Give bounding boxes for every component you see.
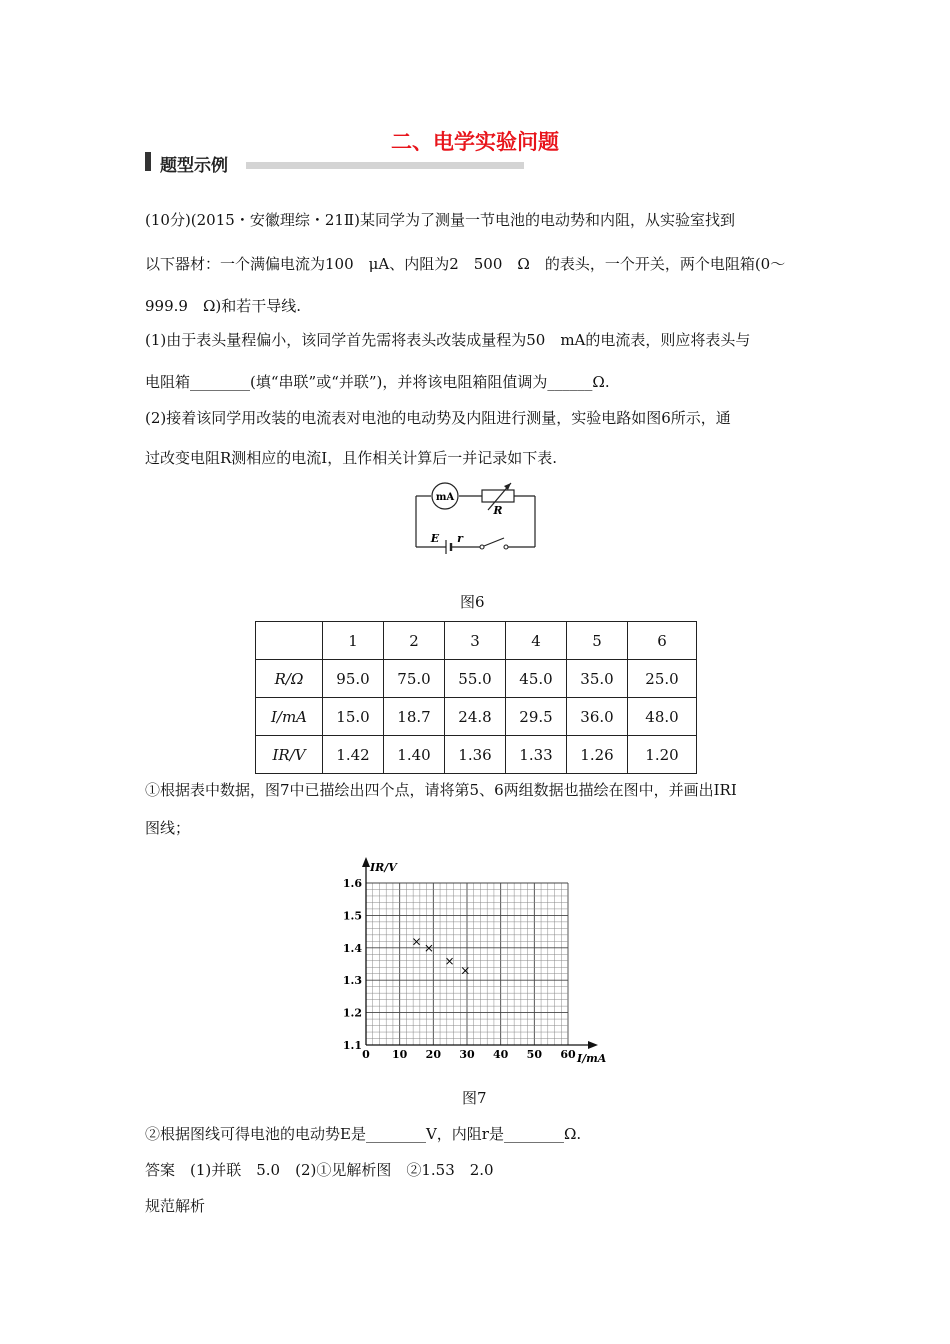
section-marker xyxy=(145,152,151,171)
table-cell: 1.40 xyxy=(384,736,445,774)
intro-line-3: 999.9 Ω)和若干导线. xyxy=(145,297,301,315)
table-cell: 15.0 xyxy=(323,698,384,736)
question-2-line-2: 过改变电阻R测相应的电流I，且作相关计算后一并记录如下表. xyxy=(145,449,557,467)
table-cell: 48.0 xyxy=(628,698,697,736)
question-2b: ②根据图线可得电池的电动势E是________V，内阻r是________Ω. xyxy=(145,1125,582,1143)
table-cell: 24.8 xyxy=(445,698,506,736)
row-label: R/Ω xyxy=(256,660,323,698)
internal-resistance-label: r xyxy=(457,532,463,545)
section-divider xyxy=(246,162,524,169)
row-label: IR/V xyxy=(256,736,323,774)
table-header-cell: 6 xyxy=(628,622,697,660)
x-axis-label: I/mA xyxy=(577,1052,607,1065)
table-cell: 75.0 xyxy=(384,660,445,698)
figure-6-caption: 图6 xyxy=(460,593,485,611)
intro-line-1: (10分)(2015・安徽理综・21Ⅱ)某同学为了测量一节电池的电动势和内阻，从实验室找到 xyxy=(145,211,735,229)
table-cell: 1.26 xyxy=(567,736,628,774)
switch-icon xyxy=(480,545,484,549)
y-tick-label: 1.2 xyxy=(342,1006,362,1020)
y-tick-label: 1.5 xyxy=(342,909,362,923)
question-2-line-1: (2)接着该同学用改装的电流表对电池的电动势及内阻进行测量，实验电路如图6所示，通 xyxy=(145,409,731,427)
y-axis-arrow-icon xyxy=(362,857,370,867)
table-cell: 55.0 xyxy=(445,660,506,698)
row-label: I/mA xyxy=(256,698,323,736)
question-1-line-2: 电阻箱________(填“串联”或“并联”)，并将该电阻箱阻值调为______Ω. xyxy=(145,373,610,391)
rheostat-icon xyxy=(482,490,514,502)
question-1-line-1: (1)由于表头量程偏小，该同学首先需将表头改装成量程为50 mA的电流表，则应将表头与 xyxy=(145,331,751,349)
y-tick-label: 1.1 xyxy=(342,1039,362,1052)
y-tick-label: 1.3 xyxy=(342,974,362,988)
data-point: × xyxy=(444,953,455,968)
table-row xyxy=(256,736,697,774)
y-axis-label: IR/V xyxy=(370,861,397,874)
table-header-cell: 4 xyxy=(506,622,567,660)
y-tick-label: 1.6 xyxy=(342,877,362,890)
table-cell: 25.0 xyxy=(628,660,697,698)
x-tick-label: 10 xyxy=(392,1048,408,1061)
data-point: × xyxy=(423,940,434,955)
table-header-cell xyxy=(256,622,323,660)
table-cell: 29.5 xyxy=(506,698,567,736)
x-tick-label: 30 xyxy=(459,1048,475,1061)
table-header-cell: 3 xyxy=(445,622,506,660)
solution-label: 规范解析 xyxy=(145,1197,206,1215)
x-axis-arrow-icon xyxy=(588,1041,598,1049)
section-label: 题型示例 xyxy=(160,156,228,176)
table-cell: 1.42 xyxy=(323,736,384,774)
table-cell: 35.0 xyxy=(567,660,628,698)
x-tick-label: 60 xyxy=(560,1048,576,1061)
y-tick-label: 1.4 xyxy=(342,941,362,955)
table-row xyxy=(256,698,697,736)
table-cell: 36.0 xyxy=(567,698,628,736)
emf-label: E xyxy=(430,532,440,545)
resistor-label: R xyxy=(493,504,503,517)
page-title: 二、电学实验问题 xyxy=(391,130,559,154)
table-cell: 1.36 xyxy=(445,736,506,774)
data-point: × xyxy=(411,934,422,949)
table-cell: 1.33 xyxy=(506,736,567,774)
table-cell: 18.7 xyxy=(384,698,445,736)
table-header-row xyxy=(256,622,697,660)
table-cell: 1.20 xyxy=(628,736,697,774)
question-2a-line-1: ①根据表中数据，图7中已描绘出四个点，请将第5、6两组数据也描绘在图中，并画出IRI xyxy=(145,781,737,799)
question-2a-line-2: 图线； xyxy=(145,819,191,837)
circuit-diagram xyxy=(400,478,550,558)
ir-i-chart xyxy=(330,850,620,1065)
x-tick-label: 40 xyxy=(493,1048,509,1061)
table-cell: 95.0 xyxy=(323,660,384,698)
ammeter-label: mA xyxy=(435,492,455,503)
data-table xyxy=(255,621,697,774)
table-header-cell: 5 xyxy=(567,622,628,660)
table-header-cell: 2 xyxy=(384,622,445,660)
x-tick-label: 0 xyxy=(362,1048,370,1061)
table-header-cell: 1 xyxy=(323,622,384,660)
table-cell: 45.0 xyxy=(506,660,567,698)
x-tick-label: 20 xyxy=(425,1048,441,1061)
x-tick-label: 50 xyxy=(526,1048,542,1061)
intro-line-2: 以下器材：一个满偏电流为100 μA、内阻为2 500 Ω 的表头，一个开关，两个电阻箱(0～ xyxy=(145,255,786,273)
figure-7-caption: 图7 xyxy=(462,1089,487,1107)
answer-line: 答案 (1)并联 5.0 (2)①见解析图 ②1.53 2.0 xyxy=(145,1161,494,1179)
table-row xyxy=(256,660,697,698)
data-point: × xyxy=(460,963,471,978)
